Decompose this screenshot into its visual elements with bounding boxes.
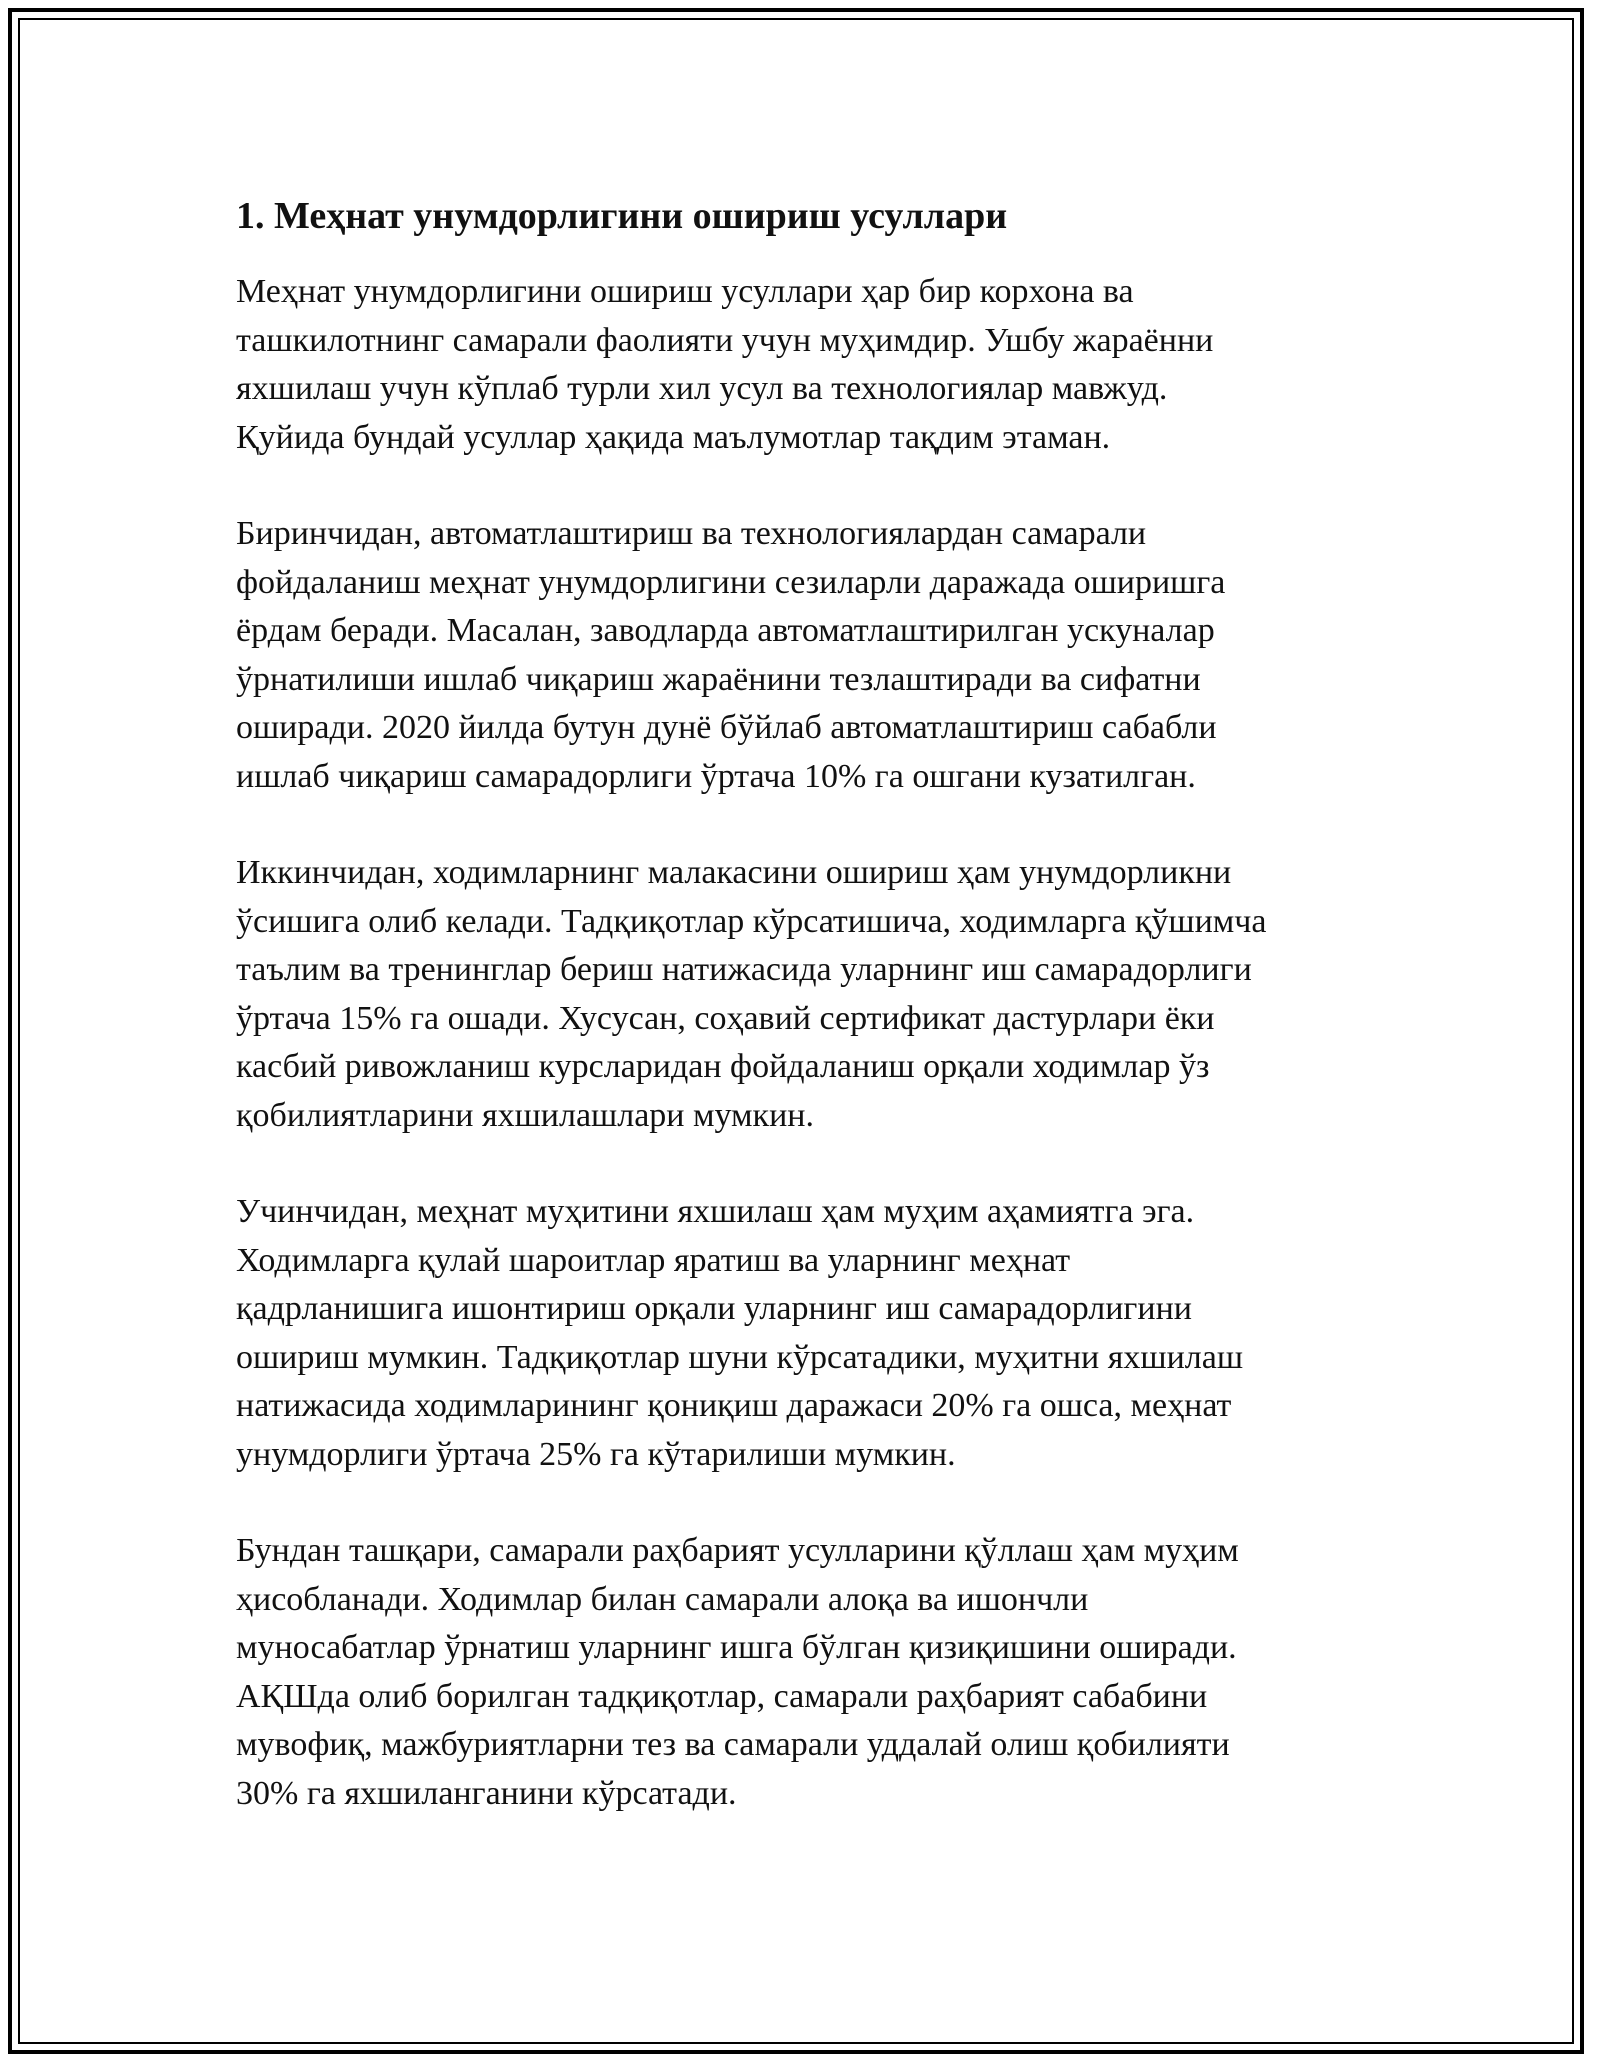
paragraph-line: ўрнатилиши ишлаб чиқариш жараёнини тезлаштиради ва сифатни — [236, 660, 1201, 698]
paragraph-line: Ходимларга қулай шароитлар яратиш ва уларнинг меҳнат — [236, 1241, 1071, 1279]
paragraph-line: ҳисобланади. Ходимлар билан самарали алоқа ва ишончли — [236, 1580, 1089, 1618]
paragraph-line: Биринчидан, автоматлаштириш ва технологиялардан самарали — [236, 515, 1147, 552]
paragraph-line: оширади. 2020 йилда бутун дунё бўйлаб автоматлаштириш сабабли — [236, 709, 1217, 746]
paragraph-fourth — [236, 1527, 1366, 1818]
paragraph-line: ошириш мумкин. Тадқиқотлар шуни кўрсатадики, муҳитни яхшилаш — [236, 1338, 1244, 1376]
paragraph-line: касбий ривожланиш курсларидан фойдаланиш орқали ходимлар ўз — [236, 1048, 1210, 1085]
paragraph-third — [236, 1188, 1366, 1479]
paragraph-line: қобилиятларини яхшилашлари мумкин. — [236, 1096, 814, 1134]
paragraph-line: Меҳнат унумдорлигини ошириш усуллари ҳар бир корхона ва — [236, 273, 1134, 310]
paragraph-line: АҚШда олиб борилган тадқиқотлар, самарали раҳбарият сабабини — [236, 1677, 1208, 1715]
paragraph-line: натижасида ходимларининг қониқиш даражаси 20% га ошса, меҳнат — [236, 1387, 1232, 1424]
paragraph-line: унумдорлиги ўртача 25% га кўтарилиши мумкин. — [236, 1435, 956, 1473]
document-body — [236, 186, 1366, 1866]
paragraph-line: ташкилотнинг самарали фаолияти учун муҳимдир. Ушбу жараённи — [236, 321, 1214, 359]
paragraph-line: яхшилаш учун кўплаб турли хил усул ва технологиялар мавжуд. — [236, 370, 1168, 407]
paragraph-line: таълим ва тренинглар бериш натижасида уларнинг иш самарадорлиги — [236, 951, 1252, 988]
paragraph-line: Бундан ташқари, самарали раҳбарият усулларини қўллаш ҳам муҳим — [236, 1532, 1239, 1569]
paragraph-line: Қуйида бундай усуллар ҳақида маълумотлар тақдим этаман. — [236, 418, 1111, 456]
paragraph-line: мувофиқ, мажбуриятларни тез ва самарали уддалай олиш қобилияти — [236, 1726, 1230, 1763]
paragraph-line: ўртача 15% га ошади. Хусусан, соҳавий сертификат дастурлари ёки — [236, 999, 1215, 1037]
paragraph-second — [236, 849, 1366, 1140]
paragraph-line: фойдаланиш меҳнат унумдорлигини сезиларли даражада оширишга — [236, 563, 1226, 601]
paragraph-line: ёрдам беради. Масалан, заводларда автоматлаштирилган ускуналар — [236, 612, 1215, 649]
paragraph-intro — [236, 268, 1366, 462]
paragraph-line: ишлаб чиқариш самарадорлиги ўртача 10% га ошгани кузатилган. — [236, 757, 1196, 795]
paragraph-line: муносабатлар ўрнатиш уларнинг ишга бўлган қизиқишини оширади. — [236, 1629, 1237, 1666]
paragraph-line: қадрланишига ишонтириш орқали уларнинг иш самарадорлигини — [236, 1290, 1192, 1327]
paragraph-first — [236, 510, 1366, 801]
paragraph-line: Иккинчидан, ходимларнинг малакасини ошириш ҳам унумдорликни — [236, 854, 1232, 891]
paragraph-line: 30% га яхшиланганини кўрсатади. — [236, 1774, 737, 1812]
document-heading: 1. Меҳнат унумдорлигини ошириш усуллари — [236, 195, 1008, 237]
paragraph-line: Учинчидан, меҳнат муҳитини яхшилаш ҳам муҳим аҳамиятга эга. — [236, 1193, 1195, 1230]
paragraph-line: ўсишига олиб келади. Тадқиқотлар кўрсатишича, ходимларга қўшимча — [236, 902, 1267, 940]
